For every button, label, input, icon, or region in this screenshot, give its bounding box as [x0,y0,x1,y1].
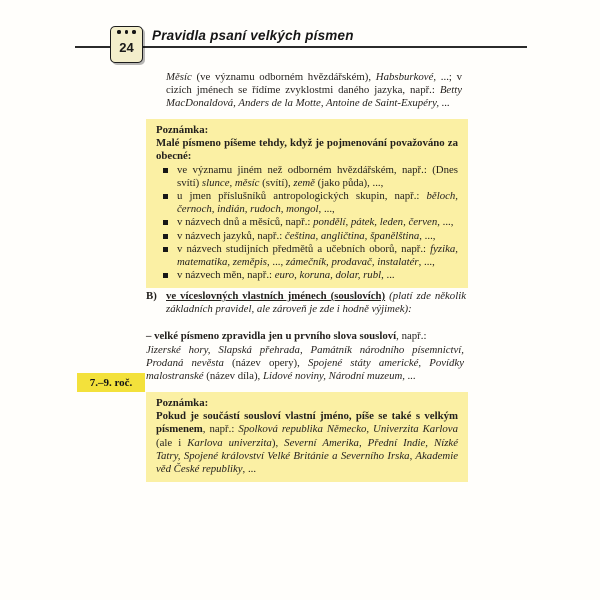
bullet-text: v názvech měn, např.: euro, koruna, dolar, rubl, ... [177,269,395,282]
bullet-text: u jmen příslušníků antropologických skupin, např.: běloch, černoch, indián, rudoch, mongol, ..., [177,190,458,216]
notepad-binding-dots-icon [111,30,142,34]
note-label: Poznámka: [156,124,209,136]
section-b-marker: B) [146,290,157,302]
bullet-text: v názvech jazyků, např.: čeština, angličtina, španělština, ..., [177,229,436,242]
bullet-item [156,243,458,269]
bullet-item [156,164,458,190]
bullet-square-icon [163,273,168,278]
section-b-heading-text: ve víceslovných vlastních jménech (souslovích) (platí zde několik základních pravidel, ale zároveň je zde i hodně výjimek): [166,290,466,316]
bullet-text: v názvech dnů a měsíců, např.: pondělí, pátek, leden, červen, ..., [177,216,454,229]
note-box-small-letters [146,119,468,288]
bullet-item [156,190,458,216]
section-b-examples: Jizerské hory, Slapská přehrada, Památník národního písemnictví, Prodaná nevěsta (název opery), Spojené státy americké, Povídky malostranské (název díla), Lidové noviny, Národní muzeum, ... [146,344,465,383]
bullet-square-icon [163,247,168,252]
grade-range-badge: 7.–9. roč. [77,373,145,392]
note-label: Poznámka: [156,397,209,409]
bullet-item [156,216,458,229]
section-b-heading [146,290,466,316]
bullet-square-icon [163,168,168,173]
page-title: Pravidla psaní velkých písmen [152,28,354,43]
section-b-rule: – velké písmeno zpravidla jen u prvního slova sousloví, např.: [146,330,427,342]
bullet-item [156,269,458,282]
page-number-notepad-icon [110,26,143,63]
bullet-text: ve významu jiném než odborném hvězdářském, např.: (Dnes svítí) slunce, měsíc (svítí), země (jako půda), ..., [177,163,458,189]
page-number: 24 [119,40,134,55]
bullet-text: v názvech studijních předmětů a učebních oborů, např.: fyzika, matematika, zeměpis, ..., zámečník, prodavač, instalatér, ..., [177,242,458,269]
note-lead: Malé písmeno píšeme tehdy, když je pojmenování považováno za obecné: [156,137,458,163]
note-body: Pokud je součástí sousloví vlastní jméno, píše se také s velkým písmenem, např.: Spolková republika Německo, Univerzita Karlova (ale i Karlova univerzita), Severní Amerika, Přední Indie, Nízké Tatry, Spojené království Velké Británie a Severního Irska, Akademie věd České republiky, ... [156,410,458,476]
bullet-square-icon [163,220,168,225]
bullet-item [156,230,458,243]
bullet-square-icon [163,234,168,239]
intro-paragraph: Měsíc (ve významu odborném hvězdářském), Habsburkové, ...; v cizích jménech se řídíme zvyklostmi daného jazyka, např.: Betty MacDonaldová, Anders de la Motte, Antoine de Saint-Exupéry, ... [166,71,463,110]
bullet-square-icon [163,194,168,199]
note-box-proper-names [146,392,468,482]
